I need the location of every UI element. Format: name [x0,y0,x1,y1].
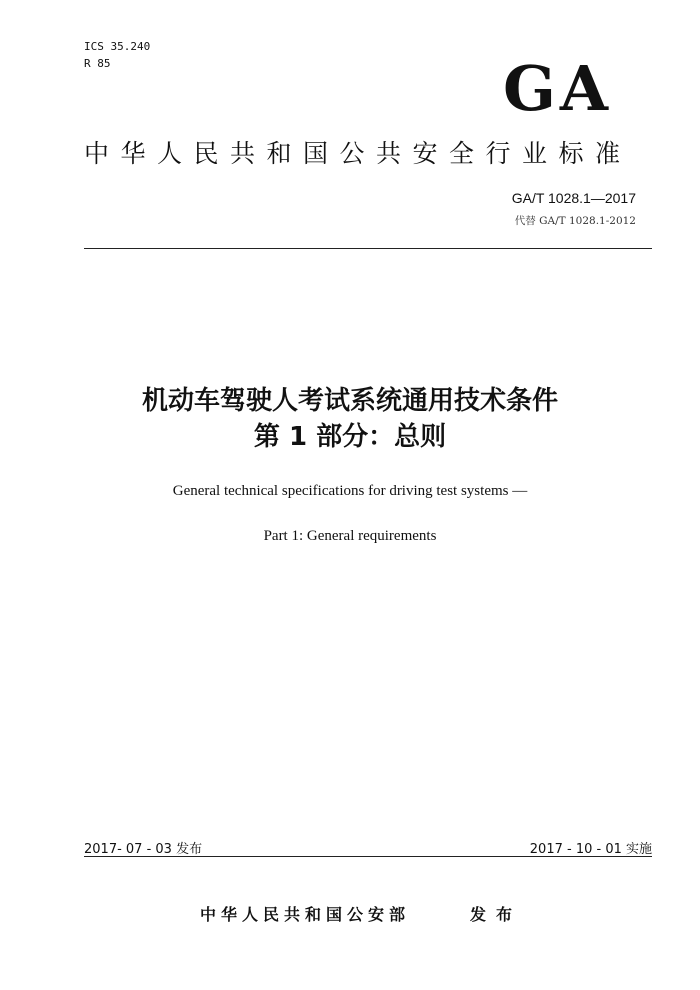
ics-code: ICS 35.240 [84,40,151,53]
standard-category-title: 中华人民共和国公共安全行业标准 [84,139,632,168]
document-subtitle-cn: 第 1 部分：总则 [253,422,447,452]
issue-label: 发布 [470,905,523,924]
implement-date: 2017 - 10 - 01 实施 [529,842,652,857]
classification-codes [84,38,150,72]
top-divider [84,248,652,249]
standard-number: GA/T 1028.1—2017 [511,190,636,206]
bottom-divider [84,856,652,857]
issuing-authority: 中华人民共和国公安部 [200,905,411,924]
document-subtitle-en: Part 1: General requirements [263,528,437,544]
publish-date: 2017- 07 - 03 发布 [84,842,203,857]
document-title-cn: 机动车驾驶人考试系统通用技术条件 [141,386,558,416]
replaces-note: 代替 GA/T 1028.1-2012 [514,215,636,227]
ccs-code: R 85 [84,57,111,70]
document-title-en: General technical specifications for driving test systems — [172,483,528,499]
ga-logo: GA [502,52,612,125]
